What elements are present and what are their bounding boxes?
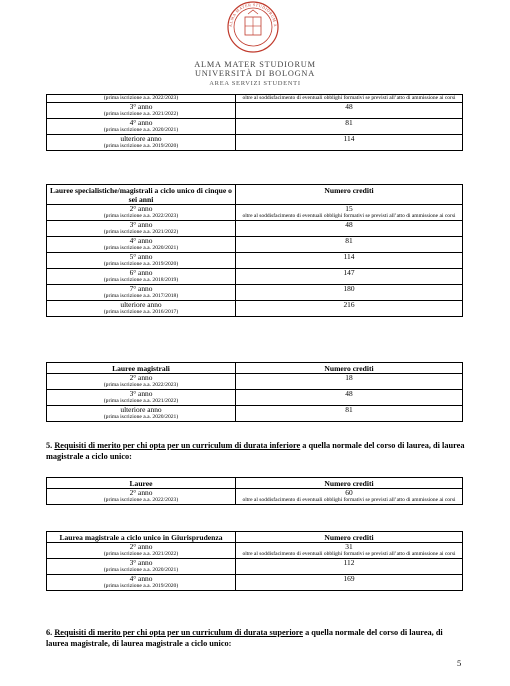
year-cell xyxy=(47,237,236,253)
year-cell xyxy=(47,374,236,390)
year-cell xyxy=(47,390,236,406)
first-enrollment-label: (prima iscrizione a.a. 2022/2023) xyxy=(103,95,179,101)
table-row xyxy=(47,489,463,505)
credits-cell xyxy=(236,285,463,301)
first-enrollment-label: (prima iscrizione a.a. 2021/2022) xyxy=(103,111,179,117)
table-row xyxy=(47,285,463,301)
year-cell xyxy=(47,135,236,151)
table-header-course: Lauree specialistiche/magistrali a ciclo unico di cinque o sei anni xyxy=(47,185,236,205)
section-6-heading: 6. Requisiti di merito per chi opta per un curriculum di durata superiore a quella normale del corso di laurea, di laurea magistrale, di laurea magistrale a ciclo unico: xyxy=(46,628,443,648)
credits-value: 31 xyxy=(345,542,353,551)
table-header-credits: Numero crediti xyxy=(236,363,463,374)
year-cell xyxy=(47,221,236,237)
year-cell xyxy=(47,253,236,269)
year-cell xyxy=(47,205,236,221)
credits-cell xyxy=(236,301,463,317)
credits-value: 48 xyxy=(345,102,353,111)
credits-value: 60 xyxy=(345,488,353,497)
table-row xyxy=(47,135,463,151)
first-enrollment-label: (prima iscrizione a.a. 2020/2021) xyxy=(103,414,179,420)
year-cell xyxy=(47,269,236,285)
credits-note: oltre al soddisfacimento di eventuali obblighi formativi se previsti all’atto di ammissione ai corsi xyxy=(242,551,456,557)
first-enrollment-label: (prima iscrizione a.a. 2017/2018) xyxy=(103,293,179,299)
first-enrollment-label: (prima iscrizione a.a. 2020/2021) xyxy=(103,127,179,133)
credits-value: 81 xyxy=(345,118,353,127)
credits-cell xyxy=(236,406,463,422)
year-label: ulteriore anno xyxy=(120,300,162,309)
year-label: 3° anno xyxy=(129,389,153,398)
credits-value: 216 xyxy=(343,300,355,309)
year-label: 2° anno xyxy=(129,204,153,213)
table-row xyxy=(47,237,463,253)
credits-table-law xyxy=(46,531,463,591)
year-label: 2° anno xyxy=(129,542,153,551)
credits-value: 18 xyxy=(345,373,353,382)
first-enrollment-label: (prima iscrizione a.a. 2016/2017) xyxy=(103,309,179,315)
first-enrollment-label: (prima iscrizione a.a. 2019/2020) xyxy=(103,261,179,267)
year-cell xyxy=(47,103,236,119)
year-label: 3° anno xyxy=(129,220,153,229)
section-5-heading: 5. Requisiti di merito per chi opta per un curriculum di durata inferiore a quella normale del corso di laurea, di laurea magistrale a ciclo unico: xyxy=(46,441,465,461)
first-enrollment-label: (prima iscrizione a.a. 2020/2021) xyxy=(103,245,179,251)
credits-value: 114 xyxy=(343,134,355,143)
credits-cell xyxy=(236,237,463,253)
first-enrollment-label: (prima iscrizione a.a. 2021/2022) xyxy=(103,551,179,557)
table-row xyxy=(47,221,463,237)
table-header-course: Lauree magistrali xyxy=(47,363,236,374)
credits-cell xyxy=(236,103,463,119)
credits-cell xyxy=(236,119,463,135)
first-enrollment-label: (prima iscrizione a.a. 2022/2023) xyxy=(103,382,179,388)
first-enrollment-label: (prima iscrizione a.a. 2022/2023) xyxy=(103,213,179,219)
page-number: 5 xyxy=(457,658,462,668)
credits-value: 114 xyxy=(343,252,355,261)
credits-cell xyxy=(236,390,463,406)
credits-value: 180 xyxy=(343,284,355,293)
year-label: 3° anno xyxy=(129,102,153,111)
credits-value: 48 xyxy=(345,220,353,229)
credits-cell xyxy=(236,269,463,285)
credits-value: 81 xyxy=(345,236,353,245)
year-cell xyxy=(47,559,236,575)
table-row xyxy=(47,543,463,559)
first-enrollment-label: (prima iscrizione a.a. 2018/2019) xyxy=(103,277,179,283)
year-cell xyxy=(47,406,236,422)
credits-cell xyxy=(236,205,463,221)
university-name-line1: ALMA MATER STUDIORUM xyxy=(194,60,316,69)
year-cell xyxy=(47,543,236,559)
section-6-underlined: Requisiti di merito per chi opta per un curriculum di durata superiore xyxy=(54,628,303,637)
svg-text:ALMA MATER STUDIORUM A.D. 1088 xyxy=(226,0,278,27)
table-header-course: Lauree xyxy=(47,478,236,489)
year-cell xyxy=(47,575,236,591)
table-header-credits: Numero crediti xyxy=(236,478,463,489)
credits-note: oltre al soddisfacimento di eventuali obblighi formativi se previsti all’atto di ammissione ai corsi xyxy=(242,95,456,101)
year-cell xyxy=(47,301,236,317)
credits-note: oltre al soddisfacimento di eventuali obblighi formativi se previsti all’atto di ammissione ai corsi xyxy=(242,497,456,503)
credits-value: 81 xyxy=(345,405,353,414)
table-row xyxy=(47,559,463,575)
credits-cell xyxy=(236,221,463,237)
credits-cell xyxy=(236,489,463,505)
year-label: 3° anno xyxy=(129,558,153,567)
year-label: 7° anno xyxy=(129,284,153,293)
credits-cell xyxy=(236,543,463,559)
year-label: 5° anno xyxy=(129,252,153,261)
table-row xyxy=(47,205,463,221)
credits-table-continued xyxy=(46,94,463,151)
table-row xyxy=(47,269,463,285)
first-enrollment-label: (prima iscrizione a.a. 2022/2023) xyxy=(103,497,179,503)
year-label: 4° anno xyxy=(129,118,153,127)
table-row xyxy=(47,390,463,406)
first-enrollment-label: (prima iscrizione a.a. 2021/2022) xyxy=(103,229,179,235)
credits-note: oltre al soddisfacimento di eventuali obblighi formativi se previsti all’atto di ammissione ai corsi xyxy=(242,213,456,219)
table-row xyxy=(47,103,463,119)
credits-cell xyxy=(236,135,463,151)
year-label: 4° anno xyxy=(129,574,153,583)
year-cell xyxy=(47,489,236,505)
credits-value: 112 xyxy=(343,558,355,567)
university-name-line2: UNIVERSITÀ DI BOLOGNA xyxy=(194,69,316,78)
first-enrollment-label: (prima iscrizione a.a. 2019/2020) xyxy=(103,583,179,589)
year-label: ulteriore anno xyxy=(120,134,162,143)
credits-table-single-cycle xyxy=(46,184,463,317)
credits-table-master xyxy=(46,362,463,422)
credits-value: 15 xyxy=(345,204,353,213)
university-seal-logo xyxy=(226,0,280,54)
credits-value: 147 xyxy=(343,268,355,277)
year-label: ulteriore anno xyxy=(120,405,162,414)
year-cell xyxy=(47,119,236,135)
table-header-course: Laurea magistrale a ciclo unico in Giurisprudenza xyxy=(47,532,236,543)
table-row xyxy=(47,253,463,269)
year-label: 6° anno xyxy=(129,268,153,277)
credits-cell xyxy=(236,575,463,591)
credits-cell xyxy=(236,253,463,269)
year-cell xyxy=(47,285,236,301)
table-row xyxy=(47,406,463,422)
table-header-credits: Numero crediti xyxy=(236,532,463,543)
credits-table-shorter-curriculum xyxy=(46,477,463,505)
table-row xyxy=(47,301,463,317)
credits-value: 169 xyxy=(343,574,355,583)
table-row xyxy=(47,374,463,390)
table-row xyxy=(47,119,463,135)
area-subtitle: AREA SERVIZI STUDENTI xyxy=(209,80,301,87)
first-enrollment-label: (prima iscrizione a.a. 2020/2021) xyxy=(103,567,179,573)
credits-cell xyxy=(236,374,463,390)
table-row xyxy=(47,95,463,103)
table-header-credits: Numero crediti xyxy=(236,185,463,205)
first-enrollment-label: (prima iscrizione a.a. 2021/2022) xyxy=(103,398,179,404)
credits-value: 48 xyxy=(345,389,353,398)
first-enrollment-label: (prima iscrizione a.a. 2019/2020) xyxy=(103,143,179,149)
credits-cell xyxy=(236,559,463,575)
section-5-underlined: Requisiti di merito per chi opta per un curriculum di durata inferiore xyxy=(54,441,301,450)
year-label: 2° anno xyxy=(129,488,153,497)
year-label: 2° anno xyxy=(129,373,153,382)
table-row xyxy=(47,575,463,591)
seal-text: ALMA MATER STUDIORUM A xyxy=(227,1,279,28)
year-label: 4° anno xyxy=(129,236,153,245)
